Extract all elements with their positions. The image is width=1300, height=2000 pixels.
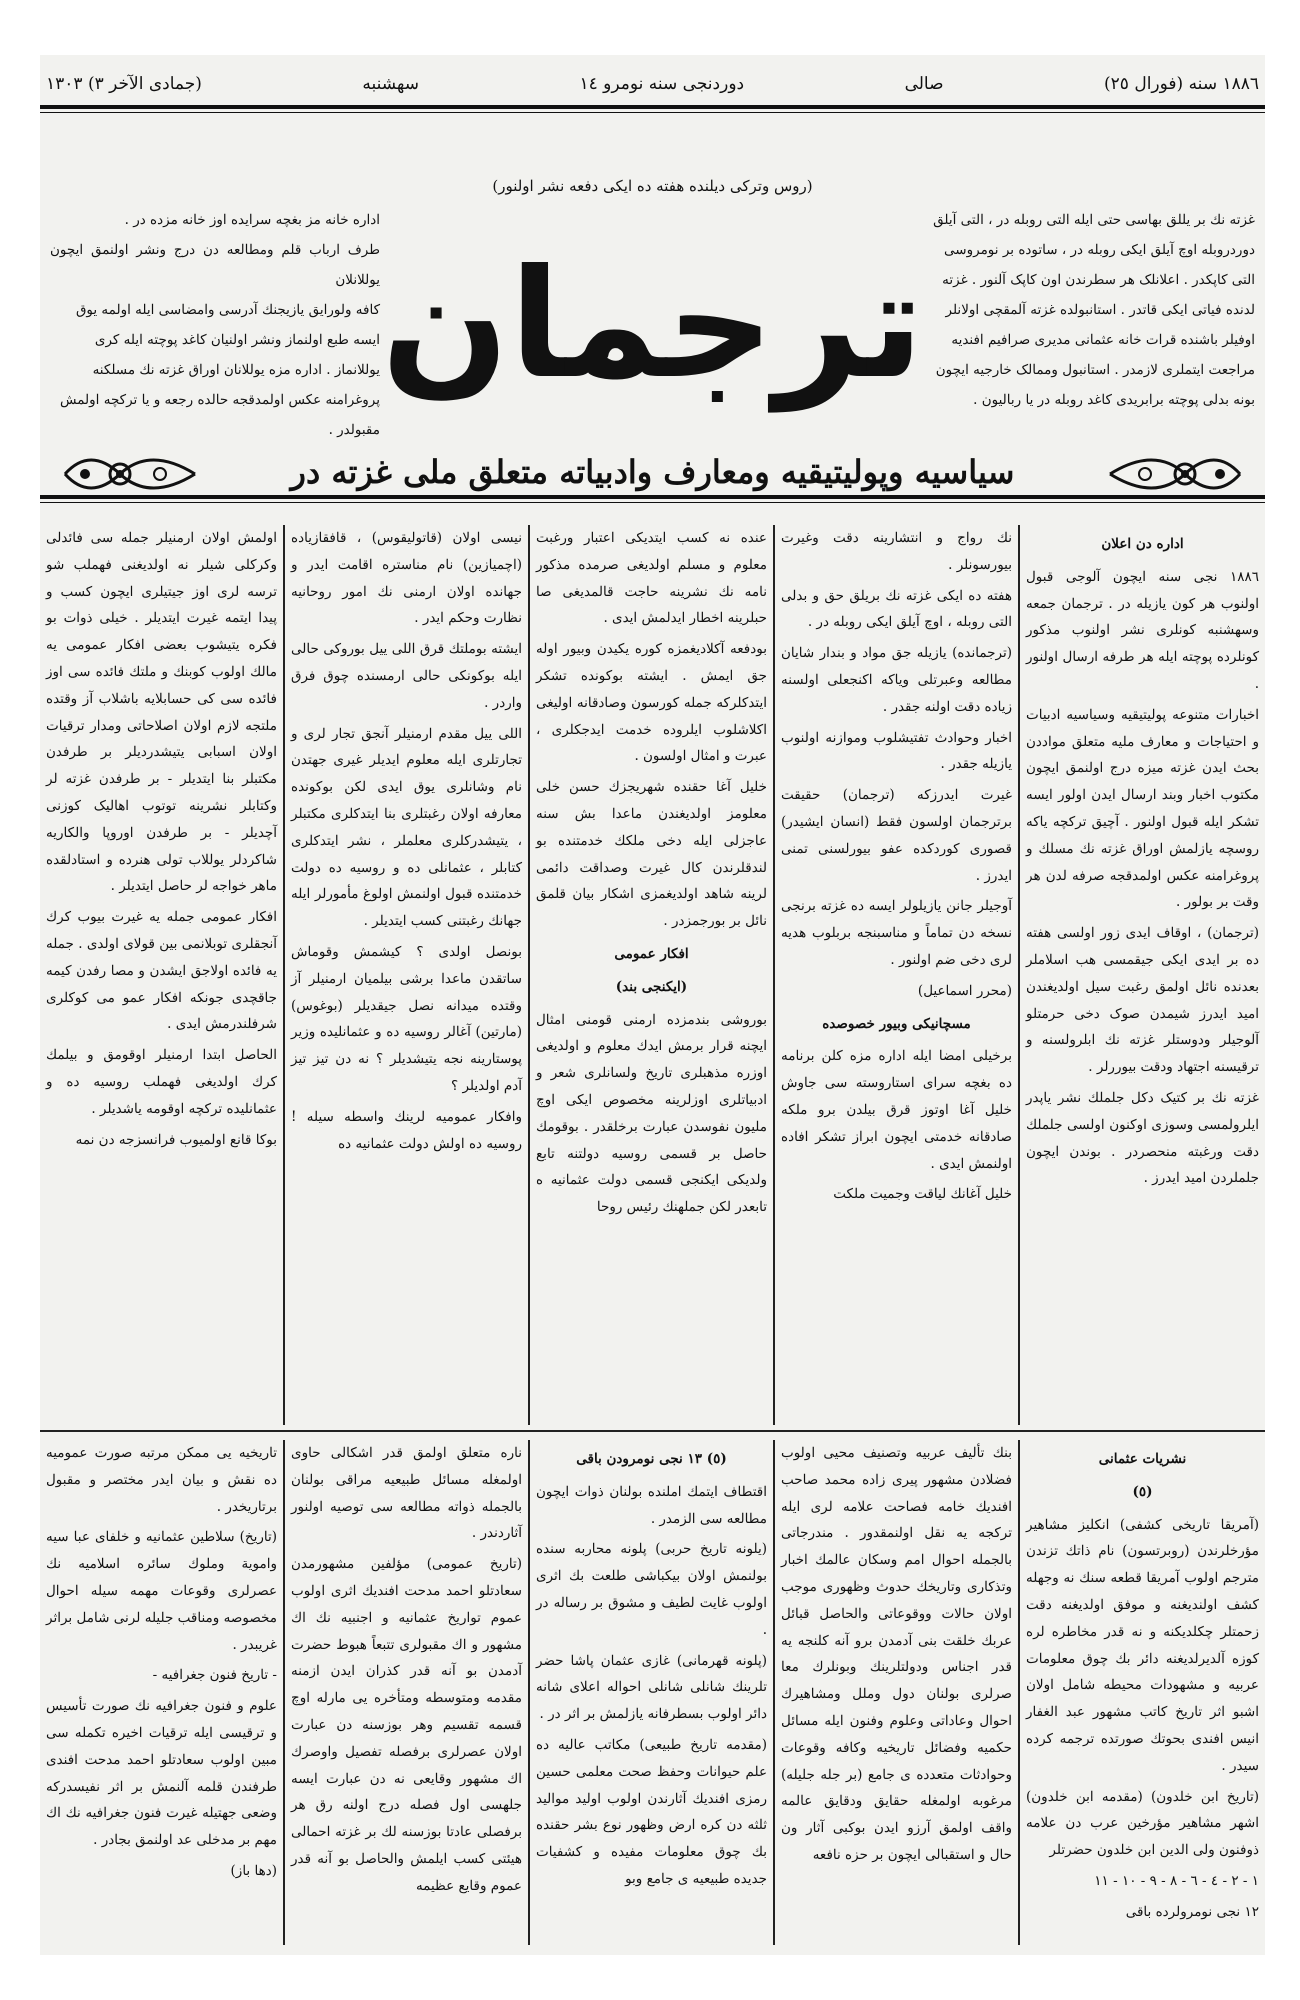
column-1-paragraph: (ترجمان) ، اوقاف ايدى زور اولسى هفته ده بر ايدى ايکى جيقمسى هب اسلاملر بعدنده نائل اولمق رغبت سيل اولديغندن اميد ايدرز شيمدن صوک دخى حرمتلو آلوجيلر ودوستلر غزته نك ابلرولسنه و ترقيسنه اجتهاد ودقت بيوررلر . <box>1026 925 1259 1076</box>
continued-notice: (٥) ١٣ نجى نومرودن باقى <box>576 1451 727 1467</box>
subscription-line: اوفيلر باشنده قرات خانه عثمانى مديرى صرافيم افنديه <box>951 332 1255 348</box>
subscription-info <box>925 205 1255 415</box>
lower-column-1-issue-list: ١ - ٢ - ٤ - ٦ - ٨ - ٩ - ١٠ - ١١ <box>1094 1872 1259 1889</box>
lower-column-5-paragraph: تاريخيه يى ممکن مرتبه صورت عموميه ده نقش و بيان ايدر مختصر و مقبول برتاريخدر . <box>46 1445 277 1515</box>
lower-column-4 <box>285 1440 528 1945</box>
column-2-paragraph: غيرت ايدرزکه (ترجمان) حقيقت برترجمان اولسون فقط (انسان ايشيدر) قصورى کوردکده عفو بيورلسنى تمنى ايدرز . <box>781 787 1012 884</box>
top-rule-thin <box>40 112 1265 113</box>
subscription-line: دوردروبله اوچ آيلق ايکى روبله در ، ساتوده بر نومروسى <box>944 242 1255 258</box>
column-5-paragraph: بوکا قانع اولميوب فرانسزجه دن نمه <box>75 1131 277 1148</box>
column-4-paragraph: اللى ييل مقدم ارمنيلر آنجق تجار لرى و تجارتلرى ايله معلوم ايديلر غيرى جهتدن نام وشانلرى يوق ايدى لکن بوکونده معارفه اولان رغبتلرى بنا ايتدکلرى مکتبلر ، يتيشدرکلرى معلملر ، نشر ايتدکلرى کتابلر ، عثمانلى ده و روسيه ده دولت خدمتنده قبول اولنمش اولوغ مأمورلر ايله جهانك رغبتنى کسب ايتديلر . <box>291 725 522 930</box>
column-1-heading: اداره دن اعلان <box>1101 536 1184 552</box>
lower-column-2 <box>775 1440 1018 1945</box>
column-divider <box>283 525 285 1425</box>
lower-column-4-paragraph: (تاريخ عمومى) مؤلفين مشهورمدن سعادتلو احمد مدحت افنديك اثرى اولوب عموم تواريخ عثمانيه و اجنبيه نك اك مشهور و اك مقبولرى تتبعاً هبوط حضرت آدمدن بو آنه قدر کذران ايدن ازمنه مقدمه ومتوسطه ومتأخره يى مارله اوچ قسمه تقسيم وهر بوزسنه دن عبارت اولان عصرلرى برفصله تفصيل واوصرك اك مشهور وقايعى نه دن عبارت ايسه جلهسى اول فصله درج اولنه رق هر برفصلى عادتا بوزسنه لك بر غزته احمالى هيئتى کسب ايلمش والحاصل بو آنه قدر عموم وقايع عظيمه <box>291 1556 522 1894</box>
lower-column-3-paragraph: (يلونه تاريخ حربى) پلونه محاربه سنده بولنمش اولان بيکباشى طلعت بك اثرى اولوب غايت لطيف و مشوق بر رساله در . <box>536 1541 767 1638</box>
lower-column-1-paragraph: (آمريقا تاريخى کشفى) انکليز مشاهير مؤرخلرندن (روبرتسون) نام ذاتك تزندن مترجم اولوب آمريقا قطعه سنك نه وجهله کشف اولنديغنه و موفق اولديغنه دقت زحمتلر چکلديکنه و نه قدر مخاطره لره کوزه آلديرلديغنه دائر بك چوق معلومات عربيه و مشهودات محيطه شامل اولان اشبو اثر تاريخ کاتب مشهور عبد الغفار انيس افندى بحوتك صورتده ترجمه کرده سيدر . <box>1026 1516 1259 1774</box>
column-3-paragraph: خليل آغا حقنده شهريجزك حسن خلى معلومز اولديغندن ماعدا بش سنه عاجزلى ايله دخى ملکك خدمتنده بو لندقلرندن کال غيرت وصداقت دائمى لرينه شاهد اولديغمزى اشکار بيان قلمق نائل بر بورجمزدر . <box>536 779 767 930</box>
column-2-signature: (محرر اسماعيل) <box>917 982 1012 999</box>
editorial-notice <box>50 205 380 445</box>
lower-column-2-paragraph: بنك تأليف عربيه وتصنيف محيى اولوب فضلادن مشهور پيرى زاده محمد صاحب افنديك خامه فصاحت علامه لرى ايله ترکجه يه نقل اولنمقدور . مندرجاتى بالجمله احوال امم وسکان عالمك اخبار وتذکارى وتاريخك حدوث وظهورى موجب اولان حالات ووقوعاتى والحاصل قبائل عربك خلقت بنى آدمدن برو آنه کلنجه يه قدر اجناس ودولتلرينك وبونلرك معا صرلرى بولنان دول وملل ومشاهيرك احوال وعاداتى وعلوم وفنون ايله مسائل حکميه وفضائل تاريخيه وکافه وقوعات وحوادثات متعدده ى جامع (بر جله جليله) مرغوبه اولمغله حقايق ودقايق عالمه واقف اولمق آرزو ايدن بوکبى آثار ون حال و استقبالى ايچون بر حزه نافعه <box>781 1445 1012 1863</box>
section-separator <box>40 1430 1265 1432</box>
lower-column-1-continued: ١٢ نجى نومرولرده باقى <box>1125 1903 1259 1920</box>
subscription-line: لدنده فياتى ايکى قاتدر . استانبولده غزته آلمقچى اولانلر <box>945 302 1255 318</box>
column-2-paragraph: هفته ده ايکى غزته نك بريلق حق و بدلى التى روبله ، اوچ آيلق ايکى روبله در . <box>781 587 1012 631</box>
lower-column-3-paragraph: (پلونه قهرمانى) غازى عثمان پاشا حضر تلرينك شانلى شانلى احواله اعلاى شانه دائر اولوب بسطرفانه يازلمش بر اثر در . <box>536 1652 767 1723</box>
lower-column-5-paragraph: علوم و فنون جغرافيه نك صورت تأسيس و ترقيسى ايله ترقيات اخيره تکمله سى مبين اولوب سعادتلو احمد مدحت افندى طرفندن قلمه آلنمش بر اثر نفيسدرکه وضعى جهتيله غيرت فنون جغرافيه نك اك مهم بر مدخلى عد اولنمق بجادر . <box>46 1698 277 1849</box>
column-3-subheading: (ايکنجى بند) <box>615 978 688 995</box>
subscription-line: التى کاپکدر . اعلانلک هر سطرندن اون کاپک آلنور . غزته <box>942 272 1255 288</box>
editorial-line: ايسه طبع اولنماز ونشر اولنيان کاغد پوچته ايله کرى <box>94 332 380 348</box>
editorial-line: پروغرامنه عکس اولمدقجه حالده رجعه و يا ترکچه اولمش <box>60 392 380 408</box>
language-note: (روس وترکى ديلنده هفته ده ايکى دفعه نشر اولنور) <box>492 177 813 195</box>
columns-area <box>40 525 1265 1945</box>
column-4-paragraph: نيسى اولان (قاتوليقوس) ، قافقازياده (اچميازين) نام مناستره اقامت ايدر و جهانده اولان ارمنى نك امور روحانيه نظارت وحکم ايدر . <box>291 530 522 627</box>
column-2-heading: مسچانيکى وبيور خصوصده <box>822 1015 971 1032</box>
lower-column-1-number: (٥) <box>1132 1483 1153 1500</box>
column-4-paragraph: بونصل اولدى ؟ کيشمش وقوماش ساتقدن ماعدا برشى بيلميان ارمنيلر آز وقتده ميدانه نصل جيقديلر (بوغوس) (مارتين) آغالر روسيه ده و عثمانليده وزير پوستارينه نجه يتيشديلر ؟ نه دن تيز تيز آدم اولديلر ؟ <box>291 943 522 1094</box>
column-2 <box>775 525 1018 1425</box>
column-divider <box>283 1440 285 1945</box>
lower-column-5-continued: (دها باز) <box>230 1862 277 1879</box>
column-1-paragraph: غزته نك بر کتيک دکل جلملك نشر ياپدر ايلرولمسى وسوزى اوکنون اولسى جلملك دقت ورغبته منحصردر . بوندن ايچون جلملردن اميد ايدرز . <box>1026 1089 1259 1187</box>
top-rule <box>40 105 1265 109</box>
lower-column-5-paragraph: (تاريخ) سلاطين عثمانيه و خلفاى عبا سيه واموية وملوك سائره اسلاميه نك عصرلرى وقوعات مهمه سيله احوال مخصوصه ومناقب جليله لرنى شامل براثر غريبدر . <box>46 1529 277 1653</box>
header-rule-thin <box>40 502 1265 503</box>
column-4-paragraph: وافکار عموميه لرينك واسطه سيله ! روسيه ده اولش دولت عثمانيه ده <box>291 1108 522 1152</box>
lower-column-5 <box>40 1440 283 1945</box>
column-2-paragraph: برخيلى امضا ايله اداره مزه کلن برنامه ده بغچه سراى استاروسته سى جاوش خليل آغا اوتوز قرق بيلدن برو ملکه صادقانه خدمتى ايچون ابراز تشکر افاده اولنمش ايدى . <box>781 1048 1012 1172</box>
column-2-paragraph: آوجيلر جانن يازيلولر ايسه ده غزته برنجى نسخه دن تماماً و مناسبنجه بربلوب هديه لرى دخى ضم اولنور . <box>781 898 1012 968</box>
column-4 <box>285 525 528 1425</box>
column-1-paragraph: اخبارات متنوعه پوليتيقيه وسياسيه ادبيات و احتياجات و معارف مليه متعلق مواددن بحث ايدن غزته ميزه درج اولنمق ايچون مکتوب اخبار وبند ارسال ايدن اولور ايسه تشکر ايله قبول اولنور . آچيق ترکچه ياکه روسچه يازلمش اوراق غزته نك مسلك و پروغرامنه عکس اولمدقجه صرفه لدن هر وقت بر بولور . <box>1026 706 1259 911</box>
lower-column-1-paragraph: (تاريخ ابن خلدون) (مقدمه ابن خلدون) اشهر مشاهير مؤرخين عرب دن علامه ذوفنون ولى الدين ابن خلدون حضرتلر <box>1026 1788 1259 1859</box>
dateline-hijri: (جمادى الآخر ٣) ١٣٠٣ <box>46 74 202 94</box>
column-2-paragraph: خليل آغانك لياقت وجميت ملکت <box>833 1186 1012 1203</box>
column-divider <box>1018 1440 1020 1945</box>
column-3-heading: افکار عمومى <box>614 945 689 962</box>
subscription-line: مراجعت ايتملرى لازمدر . استانبول وممالک خارجيه ايچون <box>935 362 1255 378</box>
editorial-line: اداره خانه مز بغچه سرايده اوز خانه مزده در . <box>124 212 380 228</box>
dateline <box>40 67 1265 101</box>
newspaper-page <box>40 55 1265 1955</box>
column-divider <box>773 1440 775 1945</box>
editorial-line: کافه ولورايق يازيجنك آدرسى وامضاسى ايله اولمه يوق <box>75 302 380 318</box>
column-1-paragraph: ١٨٨٦ نجى سنه ايچون آلوجى قبول اولنوب هر کون يازيله در . ترجمان جمعه وسهشنبه کونلرى نشر اولنوب مذکور کونلرده پوچته ايله هر طرفه ارسال اولنور . <box>1026 568 1259 692</box>
column-2-paragraph: (ترجمانده) يازيله جق مواد و بندار شايان مطالعه وعبرتلى وياکه اکنجعلى اولسنه زياده دقت اولنه جقدر . <box>781 645 1012 715</box>
subscription-line: غزته نك بر يللق بهاسى حتى ايله التى روبله در ، التى آيلق <box>933 212 1255 228</box>
subscription-line: بونه بدلى پوچته برابريدى کاغد روبله در يا رباليون . <box>973 392 1255 408</box>
editorial-line: مقبولدر . <box>328 422 380 438</box>
dateline-gregorian: ١٨٨٦ سنه (فورال ٢٥) <box>1104 74 1259 94</box>
editorial-line: طرف ارباب قلم ومطالعه دن درج ونشر اولنمق ايچون يوللانلان <box>50 242 380 288</box>
column-2-paragraph: اخبار وحوادث تفتيشلوب وموازنه اولنوب يازيله جقدر . <box>781 729 1012 773</box>
dateline-weekday: سهشنبه <box>362 74 419 94</box>
column-1 <box>1020 525 1265 1425</box>
lower-column-3 <box>530 1440 773 1945</box>
subtitle-band <box>40 435 1265 515</box>
lower-column-4-paragraph: ناره متعلق اولمق قدر اشکالى حاوى اولمغله مسائل طبيعيه مراقى بولنان بالجمله ذواته مطالعه سى توصيه اولنور آثاردندر . <box>291 1445 522 1542</box>
column-3-paragraph: بوروشى بندمزده ارمنى قومنى امثال ايچنه قرار برمش ايدك معلوم و اولديغى اوزره مذهبلرى تاريخ ولسانلرى شعر و ادبياتلرى اوزلرينه مخصوص ايکى اوچ مليون نفوسدن عبارت برخلقدر . بوقومك حاصل بر قسمى روسيه دولتنه تابع ولديکى ايکنجى قسمى دولت عثمانيه ه تابعدر لکن جملهنك رئيس روحا <box>536 1011 767 1216</box>
column-5-paragraph: اولمش اولان ارمنيلر جمله سى فائدلى وکرکلى شيلر نه اولديغنى فهملب شو ترسه لرى اوز جيتيلرى ايچون کسب و پيدا ايتمه غيرت ايتديلر . خيلى ذوات بو فکره يتيشوب بعضى افکار عمومى يه مالك اولوب کوبنك و ملتك فائده سى اوز فائده سى کى حسابلايه باشلاب آز وقتده ملتجه لازم اولان اصلاحاتى ومدار ترقيات اولان اسبابى يتيشدرديلر بر طرفدن مکتبلر بنا ايتديلر - بر طرفدن غزته لر وکتابلر نشرينه توتوب اهاليک کوزنى آچديلر - بر طرفدن اوروپا والکاريه شاکردلر يوللاب تولى هنرده و استادلقده ماهر خواجه لر حاصل ايتديلر . <box>46 530 277 895</box>
column-divider <box>773 525 775 1425</box>
masthead-title: ترجمان <box>381 238 924 412</box>
header <box>40 115 1265 491</box>
column-3 <box>530 525 773 1425</box>
lower-column-3-paragraph: اقتطاف ايتمك املنده بولنان ذوات ايچون مطالعه سى الزمدر . <box>536 1483 767 1527</box>
column-divider <box>528 525 530 1425</box>
header-rule <box>40 495 1265 499</box>
column-5-paragraph: الحاصل ابتدا ارمنيلر اوقومق و بيلمك کرك اولديغى فهملب روسيه ده و عثمانليده ترکچه اوقومه ياشديلر . <box>46 1047 277 1117</box>
column-2-paragraph: نك رواج و انتشارينه دقت وغيرت بيورسونلر . <box>781 530 1012 573</box>
column-4-paragraph: ايشته بوملتك قرق اللى ييل بوروکى حالى ايله بوکونکى حالى ارمسنده چوق فرق واردر . <box>291 641 522 711</box>
lower-column-3-paragraph: (مقدمه تاريخ طبيعى) مکاتب عاليه ده علم حيوانات وحفظ صحت معلمى حسين رمزى افنديك آثارندن اولوب اوليد مواليد ثلثه دن کره ارض وظهور نوع بشر حقنده بك چوق معلومات مفيده و کشفيات جديده طبيعيه ى جامع وبو <box>536 1736 767 1887</box>
dateline-issue: دوردنجى سنه نومرو ١٤ <box>579 74 745 94</box>
editorial-line: يوللانماز . اداره مزه يوللانان اوراق غزته نك مسلکنه <box>92 362 380 378</box>
column-divider <box>1018 525 1020 1425</box>
column-5-paragraph: افکار عمومى جمله يه غيرت بيوب کرك آنجقلرى توبلانمى بين قولاى اولدى . جمله يه فائده اولاجق ايشدن و مصا رفدن کيمه جاقچدى جونکه افکار عمو مى کوکلرى شرفلندرمش ايدى . <box>46 909 277 1033</box>
column-3-paragraph: بودفعه آکلاديغمزه کوره يکيدن وبيور اوله جق ايمش . ايشته بوکونده تشکر ايتدکلرکه جمله کورسون وصادقانه اوليغى اکلاشلوب ايلروده خدمت ايدجکلرى ، عبرت و امثال اولسون . <box>536 641 767 765</box>
column-divider <box>528 1440 530 1945</box>
newspaper-subtitle: سياسيه وپوليتيقيه ومعارف وادبياته متعلق ملى غزته در <box>290 453 1015 491</box>
lower-column-1 <box>1020 1440 1265 1945</box>
dateline-year-label: صالى <box>904 74 944 94</box>
lower-column-5-heading: - تاريخ فنون جغرافيه - <box>152 1667 277 1684</box>
column-5 <box>40 525 283 1425</box>
column-3-paragraph: عنده نه کسب ايتديکى اعتبار ورغبت معلوم و مسلم اولديغى صرمده مذکور نامه نك نشرينه حاجت قالمديغى صا حبلرينه اخطار ايدلمش ايدى . <box>536 530 767 627</box>
lower-section-heading: نشريات عثمانى <box>1098 1451 1187 1467</box>
